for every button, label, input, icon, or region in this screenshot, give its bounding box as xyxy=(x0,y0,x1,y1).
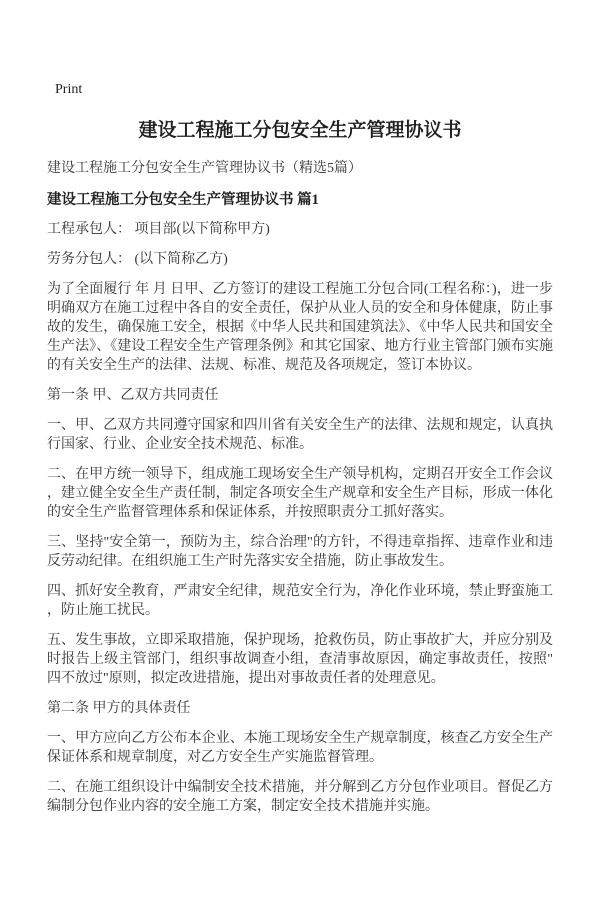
section-heading-part1: 建设工程施工分包安全生产管理协议书 篇1 xyxy=(47,192,319,208)
article-2-clause-1: 一、甲方应向乙方公布本企业、本施工现场安全生产规章制度，核查乙方安全生产保证体系和规章制度，对乙方安全生产实施监督管理。 xyxy=(47,731,553,765)
article-2-heading: 第二条 甲方的具体责任 xyxy=(47,701,191,716)
document-title: 建设工程施工分包安全生产管理协议书 xyxy=(138,120,462,141)
print-row xyxy=(55,80,553,98)
article-1-clause-4: 四、抓好安全教育，严肃安全纪律，规范安全行为，净化作业环境，禁止野蛮施工，防止施工扰民。 xyxy=(47,584,553,618)
article-2-clause-2: 二、在施工组织设计中编制安全技术措施，并分解到乙方分包作业项目。督促乙方编制分包作业内容的安全施工方案，制定安全技术措施并实施。 xyxy=(47,780,553,814)
article-1-heading: 第一条 甲、乙双方共同责任 xyxy=(47,388,219,403)
party-a-line: 工程承包人： 项目部(以下简称甲方) xyxy=(47,222,270,237)
article-1-clause-3: 三、坚持"安全第一，预防为主，综合治理"的方针，不得违章指挥、违章作业和违反劳动纪律。在组织施工生产时先落实安全措施，防止事故发生。 xyxy=(47,535,553,569)
party-b-line: 劳务分包人： (以下简称乙方) xyxy=(47,252,228,267)
article-1-clause-2: 二、在甲方统一领导下，组成施工现场安全生产领导机构，定期召开安全工作会议，建立健全安全生产责任制，制定各项安全生产规章和安全生产目标，形成一体化的安全生产监督管理体系和保证体系，并按照职责分工抓好落实。 xyxy=(47,467,553,520)
document-subtitle: 建设工程施工分包安全生产管理协议书（精选5篇） xyxy=(47,161,362,176)
article-1-clause-5: 五、发生事故，立即采取措施，保护现场，抢救伤员，防止事故扩大，并应分别及时报告上级主管部门，组织事故调查小组，查清事故原因，确定事故责任，按照"四不放过"原则，拟定改进措施，提出对事故责任者的处理意见。 xyxy=(47,633,553,686)
preamble-paragraph: 为了全面履行 年 月 日甲、乙方签订的建设工程施工分包合同(工程名称：)，进一步明确双方在施工过程中各自的安全责任，保护从业人员的安全和身体健康，防止事故的发生，确保施工安全，根据《中华人民共和国建筑法》、《中华人民共和国安全生产法》、《建设工程安全生产管理条例》和其它国家、地方行业主管部门颁布实施的有关安全生产的法律、法规、标准、规范及各项规定，签订本协议。 xyxy=(47,282,553,373)
print-link[interactable]: Print xyxy=(55,82,83,97)
article-1-clause-1: 一、甲、乙双方共同遵守国家和四川省有关安全生产的法律、法规和规定，认真执行国家、行业、企业安全技术规范、标准。 xyxy=(47,418,553,452)
